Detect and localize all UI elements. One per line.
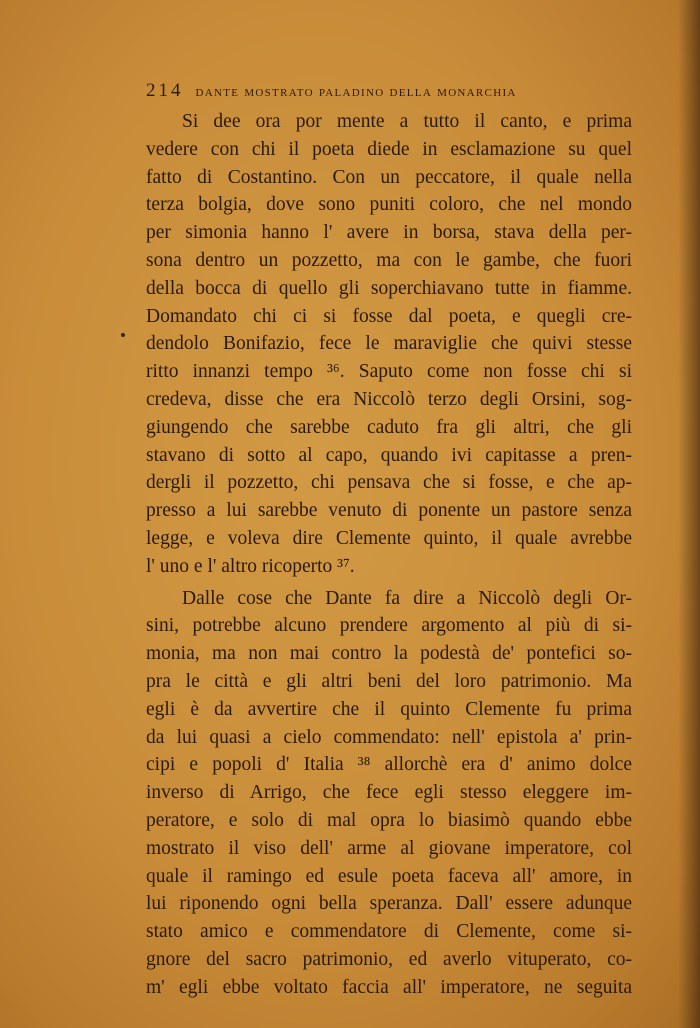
text-line: ritto innanzi tempo ³⁶. Saputo come non fosse chi si xyxy=(146,361,632,383)
text-line: credeva, disse che era Niccolò terzo degli Orsini, sog- xyxy=(146,388,632,410)
text-line: lui riponendo ogni bella speranza. Dall' essere adunque xyxy=(146,893,632,915)
text-line: fatto di Costantino. Con un peccatore, il quale nella xyxy=(146,166,632,188)
text-line: mostrato il viso dell' arme al giovane imperatore, col xyxy=(146,837,632,859)
page-edge-shadow xyxy=(678,0,700,1028)
text-line: giungendo che sarebbe caduto fra gli altri, che gli xyxy=(146,416,632,438)
text-line: terza bolgia, dove sono puniti coloro, che nel mondo xyxy=(146,194,632,216)
text-line: presso a lui sarebbe venuto di ponente un pastore senza xyxy=(146,500,632,522)
text-line: quale il ramingo ed esule poeta faceva all' amore, in xyxy=(146,865,632,887)
text-line: Domandato chi ci si fosse dal poeta, e quegli cre- xyxy=(146,305,632,327)
text-line: sini, potrebbe alcuno prendere argomento al più di si- xyxy=(146,615,632,637)
text-line: dendolo Bonifazio, fece le maraviglie che quivi stesse xyxy=(146,333,632,355)
text-line: cipi e popoli d' Italia ³⁸ allorchè era d' animo dolce xyxy=(146,754,632,776)
body-text xyxy=(146,108,632,1002)
text-line: dergli il pozzetto, chi pensava che si fosse, e che ap- xyxy=(146,472,632,494)
text-line: sona dentro un pozzetto, ma con le gambe, che fuori xyxy=(146,249,632,271)
text-line: stavano di sotto al capo, quando ivi capitasse a pren- xyxy=(146,444,632,466)
text-line: peratore, e solo di mal opra lo biasimò quando ebbe xyxy=(146,809,632,831)
text-line: stato amico e commendatore di Clemente, come si- xyxy=(146,921,632,943)
text-line: per simonia hanno l' avere in borsa, stava della per- xyxy=(146,222,632,244)
text-line: Si dee ora por mente a tutto il canto, e prima xyxy=(182,111,632,132)
text-line: legge, e voleva dire Clemente quinto, il quale avrebbe xyxy=(146,527,632,549)
text-line: da lui quasi a cielo commendato: nell' epistola a' prin- xyxy=(146,726,632,748)
text-line: l' uno e l' altro ricoperto ³⁷. xyxy=(146,555,355,577)
text-line: gnore del sacro patrimonio, ed averlo vituperato, co- xyxy=(146,948,632,970)
running-title: dante mostrato paladino della monarchia xyxy=(195,84,517,100)
text-line: Dalle cose che Dante fa dire a Niccolò degli Or- xyxy=(182,587,632,609)
text-line: m' egli ebbe voltato faccia all' imperatore, ne seguita xyxy=(146,976,632,998)
paragraph-1 xyxy=(146,108,632,581)
text-line: inverso di Arrigo, che fece egli stesso eleggere im- xyxy=(146,782,632,804)
text-line: della bocca di quello gli soperchiavano tutte in fiamme. xyxy=(146,277,632,299)
text-line: vedere con chi il poeta diede in esclamazione su quel xyxy=(146,138,632,160)
page-number: 214 xyxy=(146,80,184,101)
paragraph-2 xyxy=(146,585,632,1002)
text-line: monia, ma non mai contro la podestà de' pontefici so- xyxy=(146,643,632,665)
margin-mark xyxy=(121,333,125,337)
text-line: pra le città e gli altri beni del loro patrimonio. Ma xyxy=(146,670,632,692)
page-header xyxy=(146,80,646,102)
text-line: egli è da avvertire che il quinto Clemente fu prima xyxy=(146,698,632,720)
